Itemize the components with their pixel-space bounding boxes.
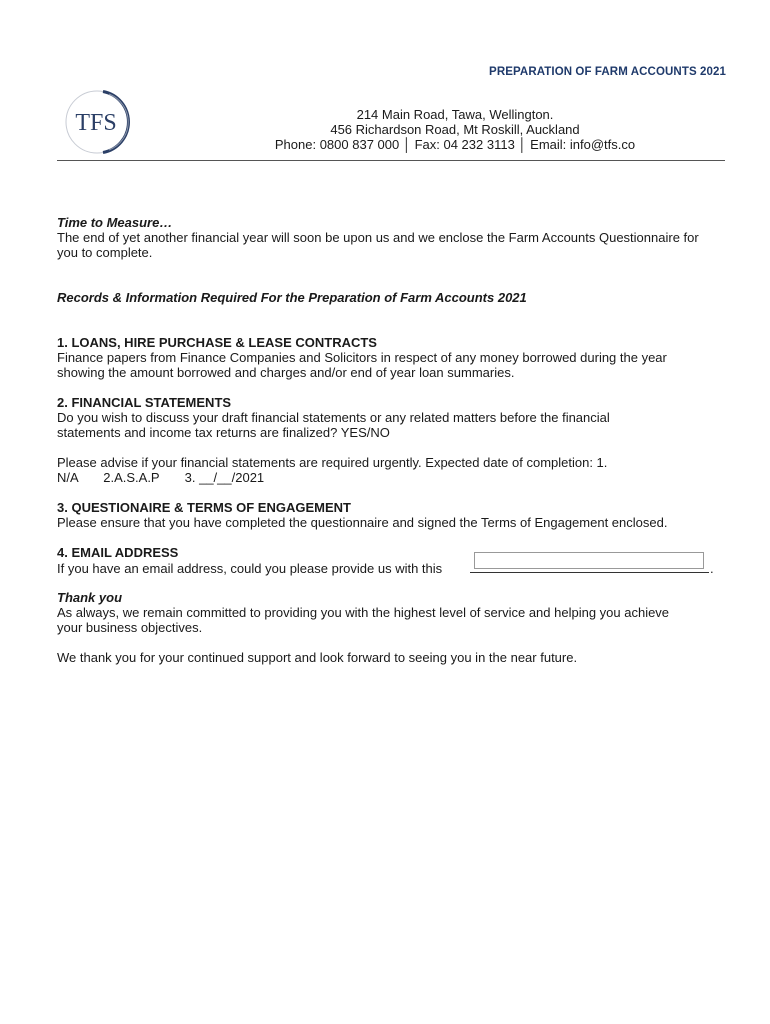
closing-line-2: your business objectives. [57, 620, 203, 635]
intro-line-1: The end of yet another financial year will soon be upon us and we enclose the Farm Accounts Questionnaire for [57, 230, 699, 245]
loans-line-2: showing the amount borrowed and charges and/or end of year loan summaries. [57, 365, 515, 380]
records-heading: Records & Information Required For the Preparation of Farm Accounts 2021 [57, 290, 527, 305]
financial-line-3: Please advise if your financial statements are required urgently. Expected date of completion: 1. [57, 455, 608, 470]
questionnaire-heading: 3. QUESTIONAIRE & TERMS OF ENGAGEMENT [57, 500, 351, 515]
email-trailing-period: . [710, 561, 714, 576]
intro-line-2: you to complete. [57, 245, 153, 260]
contact-line: Phone: 0800 837 000 │ Fax: 04 232 3113 │ Email: info@tfs.co [274, 137, 636, 152]
email-field[interactable] [474, 552, 704, 569]
financial-heading: 2. FINANCIAL STATEMENTS [57, 395, 232, 410]
address-block [230, 107, 680, 152]
address-line-2: 456 Richardson Road, Mt Roskill, Auckland [330, 122, 580, 137]
email-prompt: If you have an email address, could you please provide us with this [57, 561, 443, 576]
email-heading: 4. EMAIL ADDRESS [57, 545, 179, 560]
closing-line-3: We thank you for your continued support and look forward to seeing you in the near future. [57, 650, 578, 665]
financial-line-4: N/A 2.A.S.A.P 3. __/__/2021 [57, 470, 265, 485]
questionnaire-line-1: Please ensure that you have completed the questionnaire and signed the Terms of Engagement enclosed. [57, 515, 668, 530]
logo-text: TFS [75, 110, 117, 136]
closing-line-1: As always, we remain committed to providing you with the highest level of service and helping you achieve [57, 605, 670, 620]
financial-line-1: Do you wish to discuss your draft financial statements or any related matters before the financial [57, 410, 610, 425]
document-title: PREPARATION OF FARM ACCOUNTS 2021 [489, 66, 726, 78]
financial-line-2: statements and income tax returns are finalized? YES/NO [57, 425, 390, 440]
loans-line-1: Finance papers from Finance Companies and Solicitors in respect of any money borrowed during the year [57, 350, 667, 365]
address-line-1: 214 Main Road, Tawa, Wellington. [356, 107, 554, 122]
tfs-logo [63, 88, 137, 156]
email-underline [470, 572, 709, 573]
header-divider [57, 160, 725, 161]
thank-you-heading: Thank you [57, 590, 123, 605]
intro-heading: Time to Measure… [57, 215, 173, 230]
loans-heading: 1. LOANS, HIRE PURCHASE & LEASE CONTRACTS [57, 335, 377, 350]
